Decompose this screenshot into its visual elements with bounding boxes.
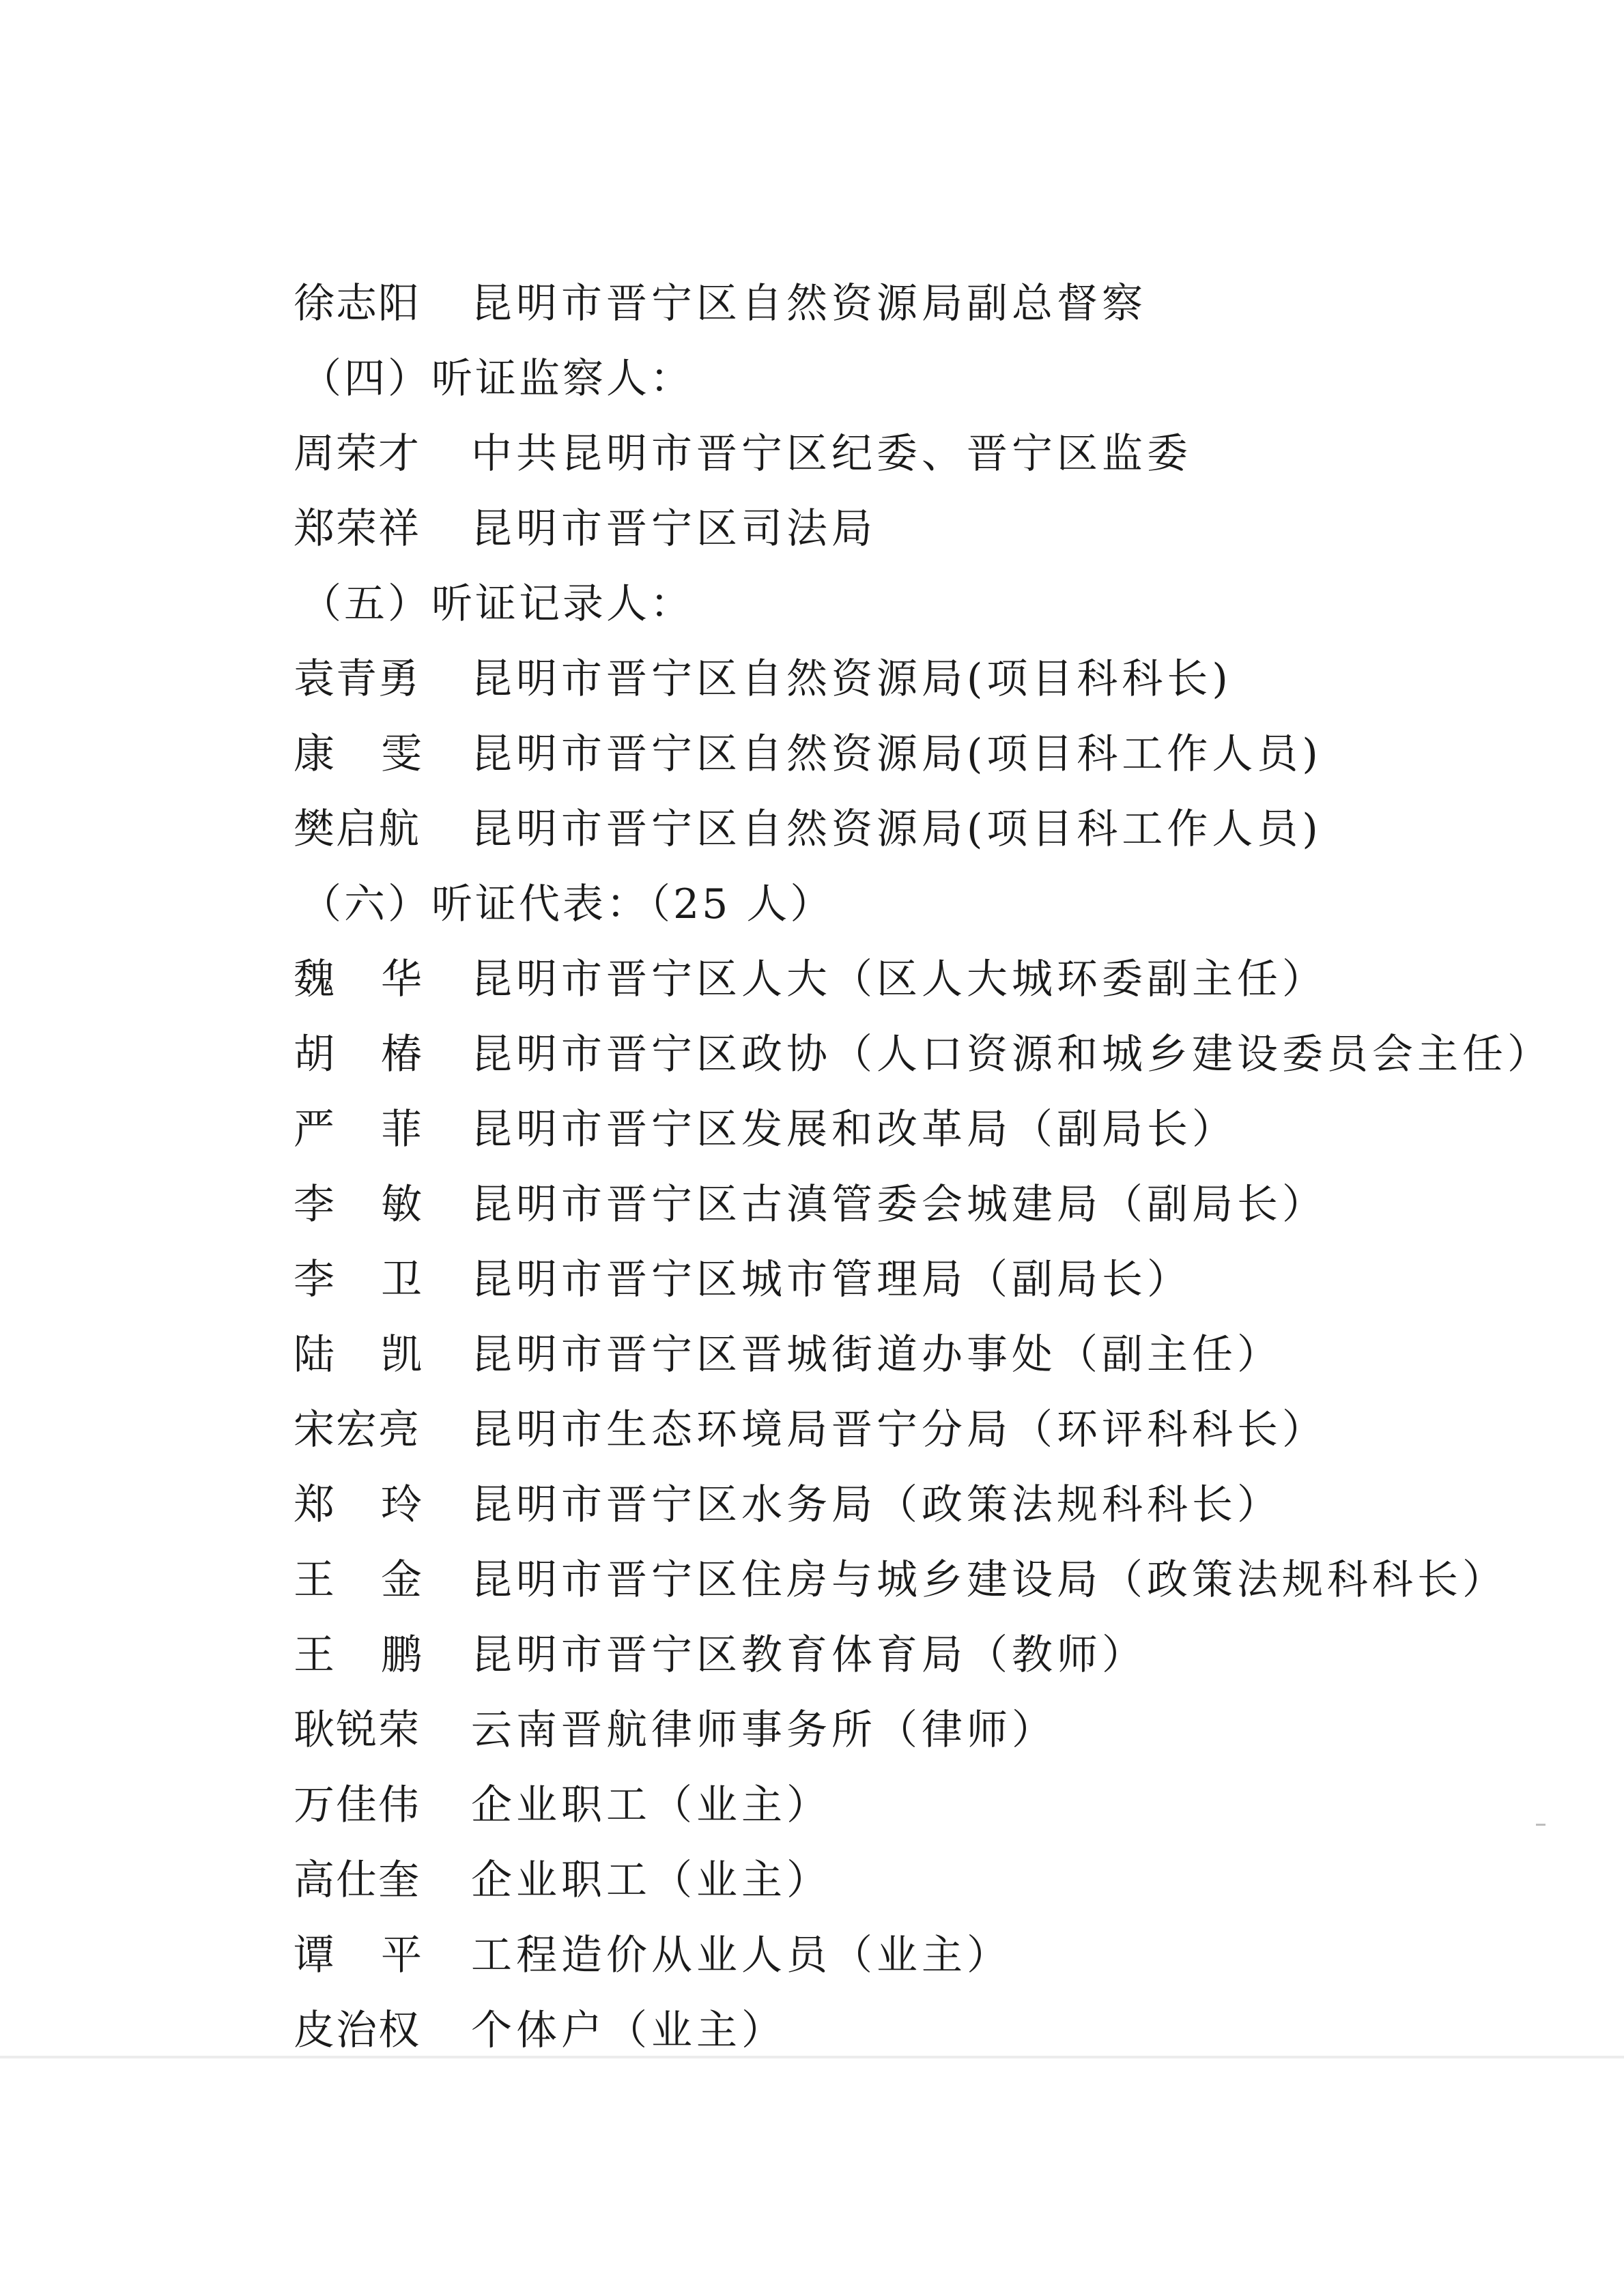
participant-org: 工程造价从业人员（业主） [471, 1932, 1012, 1979]
participant-name: 陆凯 [294, 1331, 468, 1379]
participant-line [294, 1167, 1327, 1242]
participant-line [294, 416, 1192, 491]
participant-name: 郑玲 [294, 1481, 468, 1529]
participant-org: 昆明市晋宁区司法局 [471, 505, 877, 553]
participant-org: 企业职工（业主） [471, 1781, 831, 1829]
participant-org: 昆明市晋宁区古滇管委会城建局（副局长） [471, 1181, 1327, 1229]
participant-line [294, 942, 1327, 1017]
scan-fold-line [0, 2056, 1624, 2058]
participant-line [294, 1392, 1327, 1467]
participant-name: 王鹏 [294, 1631, 468, 1679]
participant-name: 李敏 [294, 1181, 468, 1229]
participant-org: 个体户（业主） [471, 2007, 786, 2054]
participant-line [294, 491, 877, 566]
participant-org: 昆明市晋宁区住房与城乡建设局（政策法规科科长） [471, 1556, 1507, 1604]
participant-name: 谭平 [294, 1932, 468, 1979]
participant-name: 皮治权 [294, 2007, 421, 2054]
participant-name: 耿锐荣 [294, 1706, 421, 1754]
participant-org: 昆明市生态环境局晋宁分局（环评科科长） [471, 1406, 1327, 1454]
participant-org: 昆明市晋宁区自然资源局副总督察 [471, 280, 1147, 328]
participant-line [294, 642, 1232, 717]
participant-name: 严菲 [294, 1106, 468, 1153]
participant-name: 袁青勇 [294, 655, 421, 703]
participant-org: 昆明市晋宁区发展和改革局（副局长） [471, 1106, 1237, 1153]
participant-name: 高仕奎 [294, 1856, 421, 1904]
participant-name: 徐志阳 [294, 280, 421, 328]
participant-org: 企业职工（业主） [471, 1856, 831, 1904]
participant-org: 昆明市晋宁区教育体育局（教师） [471, 1631, 1147, 1679]
participant-line [294, 1693, 1057, 1768]
participant-org: 昆明市晋宁区自然资源局(项目科工作人员) [471, 805, 1322, 853]
participant-org: 昆明市晋宁区自然资源局(项目科科长) [471, 655, 1232, 703]
participant-line [294, 792, 1322, 867]
participant-name: 魏华 [294, 956, 468, 1003]
participant-line [294, 1843, 831, 1918]
participant-line [294, 1092, 1237, 1167]
participant-line [294, 1242, 1192, 1317]
participant-name: 樊启航 [294, 805, 421, 853]
participant-org: 昆明市晋宁区水务局（政策法规科科长） [471, 1481, 1282, 1529]
section-heading: （四）听证监察人： [300, 355, 694, 403]
participant-org: 昆明市晋宁区自然资源局(项目科工作人员) [471, 730, 1322, 778]
participant-name: 万佳伟 [294, 1781, 421, 1829]
participant-name: 李卫 [294, 1256, 468, 1304]
participant-line [294, 1918, 1012, 1993]
participant-org: 中共昆明市晋宁区纪委、晋宁区监委 [471, 430, 1192, 478]
participant-line [294, 266, 1147, 341]
participant-line [294, 1467, 1282, 1542]
participant-name: 康雯 [294, 730, 468, 778]
participant-org: 昆明市晋宁区城市管理局（副局长） [471, 1256, 1192, 1304]
participant-name: 宋宏亮 [294, 1406, 421, 1454]
scan-artifact [1536, 1824, 1545, 1826]
participant-name: 王金 [294, 1556, 468, 1604]
section-heading: （六）听证代表：（25 人） [300, 880, 834, 928]
participant-name: 郑荣祥 [294, 505, 421, 553]
participant-org: 昆明市晋宁区政协（人口资源和城乡建设委员会主任） [471, 1031, 1552, 1078]
participant-org: 云南晋航律师事务所（律师） [471, 1706, 1057, 1754]
participant-line [294, 717, 1322, 792]
participant-line [294, 1017, 1552, 1092]
participant-org: 昆明市晋宁区晋城街道办事处（副主任） [471, 1331, 1282, 1379]
participant-org: 昆明市晋宁区人大（区人大城环委副主任） [471, 956, 1327, 1003]
participant-line [294, 1317, 1282, 1392]
section-heading: （五）听证记录人： [300, 580, 694, 628]
participant-name: 胡椿 [294, 1031, 468, 1078]
participant-line [294, 1542, 1507, 1618]
participant-line [294, 1618, 1147, 1693]
participant-line [294, 1768, 831, 1843]
participant-name: 周荣才 [294, 430, 421, 478]
